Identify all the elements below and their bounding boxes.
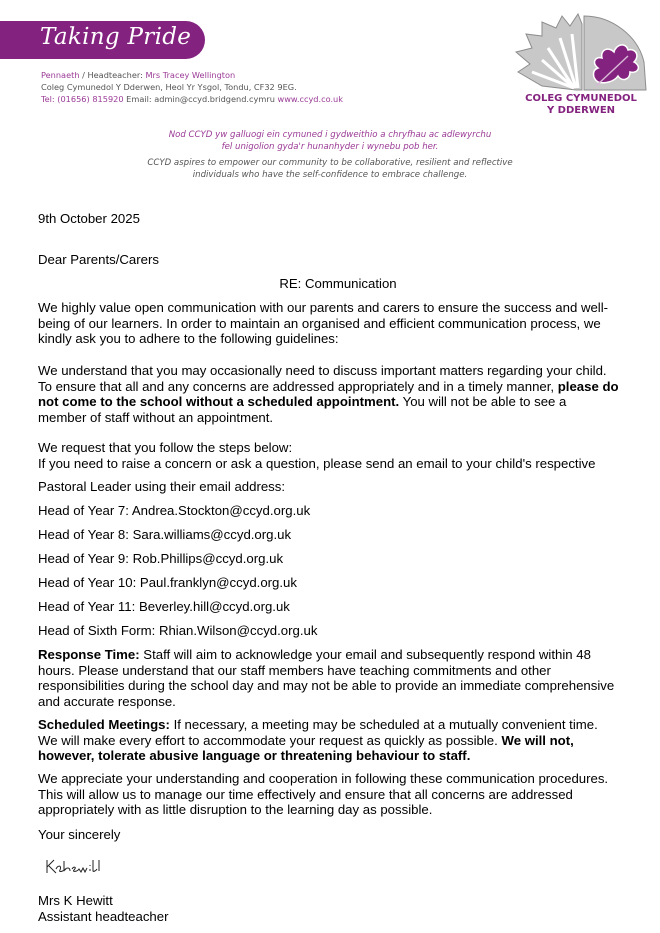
email-link[interactable]: Sara.williams@ccyd.org.uk — [132, 527, 292, 542]
contact-line — [41, 93, 343, 105]
contact-list-item: Head of Year 7: Andrea.Stockton@ccyd.org.uk — [38, 503, 311, 518]
letter-date: 9th October 2025 — [38, 211, 140, 226]
contact-list-item: Head of Year 9: Rob.Phillips@ccyd.org.uk — [38, 551, 284, 566]
signatory-title: Assistant headteacher — [38, 908, 169, 924]
headteacher-line: Pennaeth / Headteacher: Mrs Tracey Wellington — [41, 70, 236, 80]
email-link[interactable]: Rhian.Wilson@ccyd.org.uk — [158, 623, 318, 638]
intro-paragraph: We highly value open communication with our parents and carers to ensure the success and well- being of our learners. In order to maintain an organised and efficient communication process, we kindly ask you to adhere to the following guidelines: — [38, 300, 609, 347]
subject-line: RE: Communication — [279, 276, 397, 291]
headteacher-name: Mrs Tracey Wellington — [145, 70, 236, 80]
email[interactable]: Email: admin@ccyd.bridgend.cymru — [123, 94, 278, 104]
email-link[interactable]: Beverley.hill@ccyd.org.uk — [138, 599, 290, 614]
salutation: Dear Parents/Carers — [38, 252, 159, 267]
contact-list-item: Head of Year 10: Paul.franklyn@ccyd.org.uk — [38, 575, 297, 590]
signatory-block — [38, 893, 628, 924]
logo-school-name: COLEG CYMUNEDOL Y DDERWEN — [525, 93, 637, 116]
contact-list-item: Head of Year 8: Sara.williams@ccyd.org.uk — [38, 527, 292, 542]
appointment-paragraph: We understand that you may occasionally need to discuss important matters regarding your child. To ensure that all and any concerns are addressed appropriately and in a timely manner, please do not come to the school without a scheduled appointment. You will not be able to see a member of staff without an appointment. — [38, 363, 619, 425]
school-address: Coleg Cymunedol Y Dderwen, Heol Yr Ysgol, Tondu, CF32 9EG. — [41, 82, 297, 92]
steps-paragraph: We request that you follow the steps below: If you need to raise a concern or ask a question, please send an email to your child's respective — [38, 440, 596, 471]
mission-english: CCYD aspires to empower our community to be collaborative, resilient and reflective individuals who have the self-confidence to embrace challenge. — [147, 158, 513, 180]
signature-icon — [44, 857, 104, 877]
sign-off: Your sincerely — [38, 827, 121, 842]
email-link[interactable]: Rob.Phillips@ccyd.org.uk — [132, 551, 284, 566]
scheduled-meetings-paragraph: Scheduled Meetings: If necessary, a meeting may be scheduled at a mutually convenient time. We will make every effort to accommodate your request as quickly as possible. We will not, however, tolerate abusive language or threatening behaviour to staff. — [38, 717, 598, 764]
email-link[interactable]: Paul.franklyn@ccyd.org.uk — [139, 575, 297, 590]
email-link[interactable]: Andrea.Stockton@ccyd.org.uk — [131, 503, 311, 518]
taking-pride-banner — [0, 21, 205, 59]
contact-block — [41, 69, 343, 105]
school-logo-icon — [512, 12, 650, 92]
signatory-name: Mrs K Hewitt — [38, 893, 113, 908]
contact-list-item: Head of Sixth Form: Rhian.Wilson@ccyd.org.uk — [38, 623, 318, 638]
website-link[interactable]: www.ccyd.co.uk — [277, 94, 343, 104]
pastoral-leader-line: Pastoral Leader using their email address: — [38, 479, 286, 494]
telephone: Tel: (01656) 815920 — [41, 94, 124, 104]
contact-list-item: Head of Year 11: Beverley.hill@ccyd.org.uk — [38, 599, 290, 614]
response-time-paragraph: Response Time: Staff will aim to acknowledge your email and subsequently respond within 48 hours. Please understand that our staff members have teaching commitments and other responsibilities during the school day and may not be able to provide an immediate comprehensive and accurate response. — [38, 647, 615, 709]
banner-text: Taking Pride — [40, 24, 192, 50]
mission-welsh: Nod CCYD yw galluogi ein cymuned i gydweithio a chryfhau ac adlewyrchu fel unigolion gyda'r hunanhyder i wynebu pob her. — [168, 130, 492, 152]
closing-paragraph: We appreciate your understanding and cooperation in following these communication procedures. This will allow us to manage our time effectively and ensure that all concerns are addressed appropriately with as little disruption to the learning day as possible. — [38, 771, 609, 818]
